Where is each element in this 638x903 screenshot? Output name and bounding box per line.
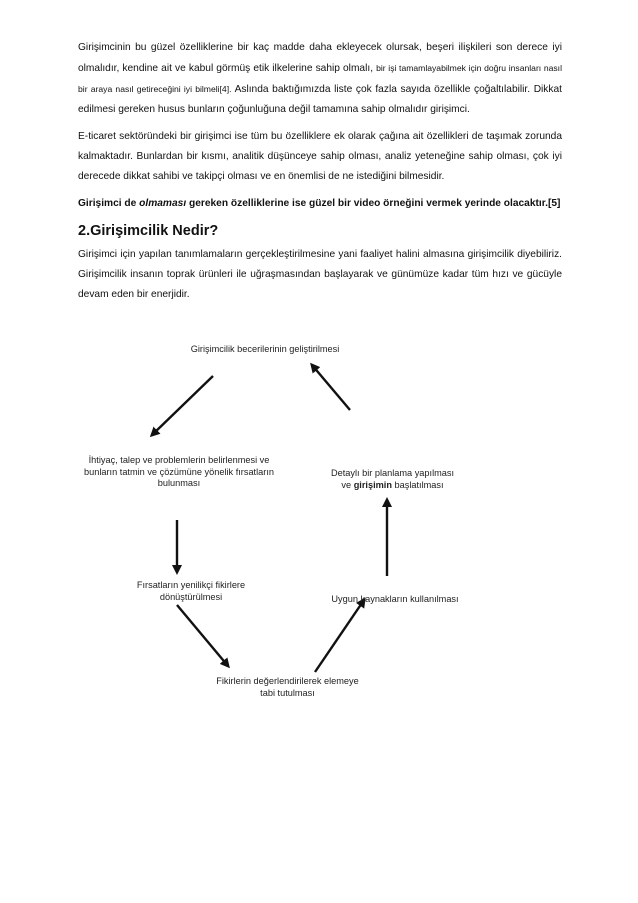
node-resource-usage: Uygun kaynakların kullanılması [331, 594, 459, 604]
paragraph-text: gereken özelliklerine ise güzel bir video örneğini vermek yerinde olacaktır.[5] [186, 198, 561, 209]
node-idea-evaluation: Fikirlerin değerlendirilerek elemeye tabi tutulması [216, 676, 359, 698]
arrow-right-to-top [312, 365, 350, 410]
node-text: başlatılması [391, 479, 444, 490]
node-detailed-planning [310, 468, 475, 491]
arrow-left-to-bottom [177, 605, 228, 666]
entrepreneurship-cycle-diagram [60, 330, 580, 730]
paragraph-definition: Girişimci için yapılan tanımlamaların gerçekleştirilmesine yani faaliyet halini almasına girişimcilik diyebiliriz. Girişimcilik insanın toprak ürünleri ile uğraşmasından başlayarak ve günümüze kadar tüm hızı ve gücüyle devam eden bir enerjidir. [78, 249, 562, 300]
emphasized-word: olmaması [139, 198, 187, 209]
node-text: Detaylı bir planlama yapılması [330, 468, 455, 478]
paragraph-text: Girişimcinin bu güzel özelliklerine bir kaç madde daha ekleyecek olursak, beşeri ilişkileri son derece iyi olmalıdır, kendine ait ve kabul görmüş etik ilkelerine sahip olmalı, [78, 42, 562, 74]
arrow-bottom-to-right [315, 600, 364, 672]
cycle-arrows [60, 330, 580, 730]
article-body [78, 38, 562, 312]
node-needs-identification: İhtiyaç, talep ve problemlerin belirlenmesi ve bunların tatmin ve çözümüne yönelik fırsatların bulunması [84, 455, 274, 488]
paragraph-small-text: bir işi tamamlayabilmek için doğru insanları nasıl bir araya nasıl getireceğini iyi bilmeli[4]. [78, 63, 562, 94]
paragraph-video-reference [78, 194, 562, 214]
paragraph-entrepreneur-traits [78, 38, 562, 120]
node-skill-development: Girişimcilik becerilerinin geliştirilmesi [190, 344, 340, 354]
paragraph-text: Aslında baktığımızda liste çok fazla sayıda özellikle çoğaltılabilir. Dikkat edilmesi gereken husus bunların çoğunluğuna değil tamamına sahip olmalıdır girişimci. [78, 84, 562, 115]
node-text: ve [341, 479, 354, 490]
section-heading: 2.Girişimcilik Nedir? [78, 223, 219, 239]
node-opportunities-to-ideas: Fırsatların yenilikçi fikirlere dönüştürülmesi [136, 580, 246, 602]
paragraph-text: Girişimci de [78, 198, 140, 209]
arrow-top-to-left [152, 376, 213, 435]
paragraph-ecommerce: E-ticaret sektöründeki bir girişimci ise tüm bu özelliklere ek olarak çağına ait özellikleri de taşımak zorunda kalmaktadır. Bunlardan bir kısmı, analitik düşünceye sahip olması, analiz yeteneğine sahip olması, çok iyi derecede dikkat sahibi ve takipçi olması ve en önemlisi de ne istediğini bilmesidir. [78, 131, 562, 182]
node-bold-text: girişimin [353, 479, 392, 490]
